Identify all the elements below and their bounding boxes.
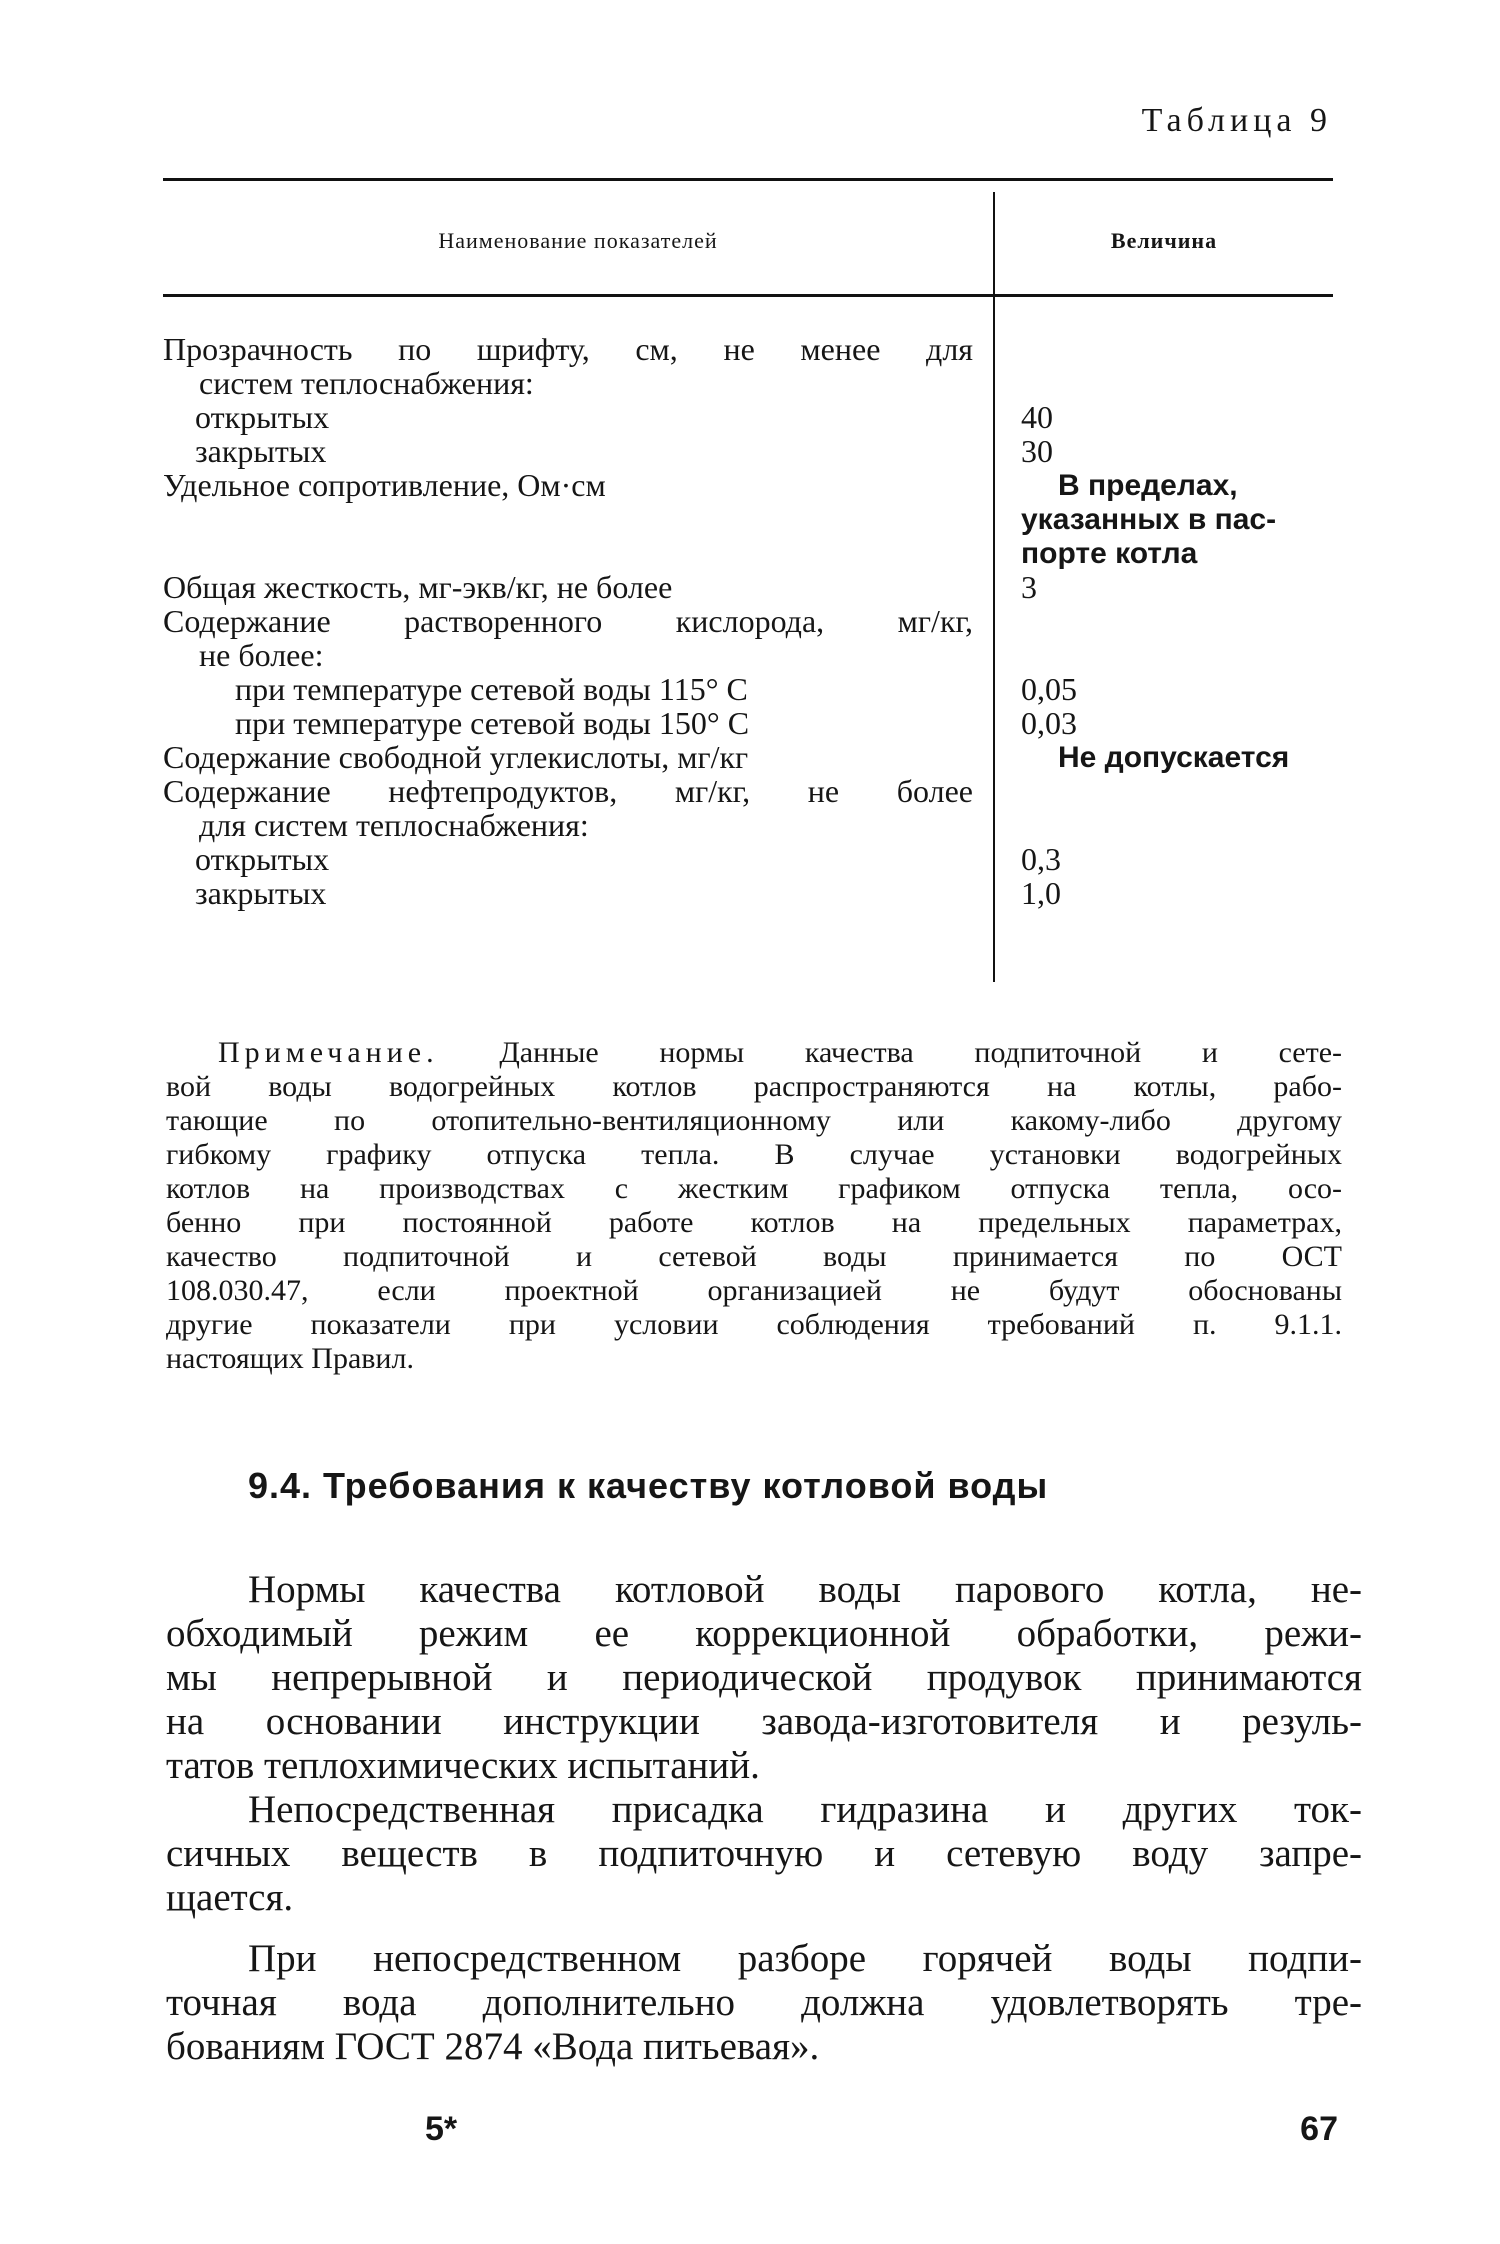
row-label: закрытых: [195, 433, 327, 469]
row-label: Содержание нефтепродуктов, мг/кг, не более: [163, 773, 973, 809]
paragraph-line: мы непрерывной и периодической продувок принимаются: [166, 1656, 1362, 1699]
row-label: Удельное сопротивление, Ом·см: [163, 467, 606, 503]
note-line: бенно при постоянной работе котлов на предельных параметрах,: [166, 1206, 1342, 1239]
note-line: 108.030.47, если проектной организацией не будут обоснованы: [166, 1274, 1342, 1307]
row-value: В пределах,: [1058, 469, 1238, 502]
row-value: 0,05: [1021, 671, 1077, 707]
paragraph-line: бованиям ГОСТ 2874 «Вода питьевая».: [166, 2025, 820, 2068]
signature-mark: 5*: [425, 2110, 458, 2148]
body-paragraph: [166, 1568, 1362, 1788]
body-paragraph: [166, 1937, 1362, 2069]
note-line: Примечание. Данные нормы качества подпиточной и сете-: [218, 1036, 1342, 1069]
paragraph-line: татов теплохимических испытаний.: [166, 1744, 760, 1787]
note-line: котлов на производствах с жестким графиком отпуска тепла, осо-: [166, 1172, 1342, 1205]
note-line: гибкому графику отпуска тепла. В случае установки водогрейных: [166, 1138, 1342, 1171]
row-label: открытых: [195, 841, 330, 877]
paragraph-line: сичных веществ в подпиточную и сетевую воду запре-: [166, 1832, 1362, 1875]
row-label: систем теплоснабжения:: [199, 365, 534, 401]
row-value: Не допускается: [1058, 741, 1290, 774]
table-note: [166, 1036, 1342, 1376]
row-label: Общая жесткость, мг-экв/кг, не более: [163, 569, 673, 605]
paragraph-line: обходимый режим ее коррекционной обработки, режи-: [166, 1612, 1362, 1655]
row-value: 1,0: [1021, 875, 1061, 911]
page-number: 67: [1300, 2110, 1338, 2148]
paragraph-line: При непосредственном разборе горячей воды подпи-: [248, 1937, 1362, 1980]
note-prefix: Примечание.: [218, 1036, 439, 1069]
note-line: качество подпиточной и сетевой воды принимается по ОСТ: [166, 1240, 1342, 1273]
row-value: указанных в пас-: [1021, 503, 1277, 536]
row-label: для систем теплоснабжения:: [199, 807, 589, 843]
table-header-value: Величина: [1110, 228, 1218, 253]
table-top-rule: [163, 178, 1333, 181]
note-line: настоящих Правил.: [166, 1342, 414, 1375]
section-heading: 9.4. Требования к качеству котловой воды: [248, 1465, 1049, 1506]
table-header-indicator: Наименование показателей: [438, 228, 718, 253]
row-label: не более:: [199, 637, 324, 673]
row-label: Прозрачность по шрифту, см, не менее для: [163, 331, 973, 367]
row-label: закрытых: [195, 875, 327, 911]
note-line: вой воды водогрейных котлов распространяются на котлы, рабо-: [166, 1070, 1342, 1103]
paragraph-line: на основании инструкции завода-изготовителя и резуль-: [166, 1700, 1362, 1743]
note-line: тающие по отопительно-вентиляционному или какому-либо другому: [166, 1104, 1342, 1137]
paragraph-line: точная вода дополнительно должна удовлетворять тре-: [166, 1981, 1362, 2024]
row-label: при температуре сетевой воды 115° С: [235, 671, 748, 707]
row-label: Содержание свободной углекислоты, мг/кг: [163, 739, 749, 775]
note-line: другие показатели при условии соблюдения требований п. 9.1.1.: [166, 1308, 1342, 1341]
row-value: 30: [1021, 433, 1053, 469]
row-label: Содержание растворенного кислорода, мг/кг,: [163, 603, 973, 639]
row-label: открытых: [195, 399, 330, 435]
row-value: 40: [1021, 399, 1053, 435]
table-header-rule: [163, 294, 1333, 297]
paragraph-line: Непосредственная присадка гидразина и других ток-: [248, 1788, 1362, 1831]
row-label: при температуре сетевой воды 150° С: [235, 705, 750, 741]
row-value: 3: [1021, 569, 1037, 605]
row-value: 0,3: [1021, 841, 1061, 877]
row-value: 0,03: [1021, 705, 1077, 741]
body-paragraph: [166, 1788, 1362, 1920]
row-value: порте котла: [1021, 537, 1198, 570]
paragraph-line: Нормы качества котловой воды парового котла, не-: [248, 1568, 1362, 1611]
paragraph-line: щается.: [166, 1876, 294, 1919]
table-caption: Таблица 9: [1141, 102, 1332, 139]
water-quality-table: [163, 178, 1333, 980]
